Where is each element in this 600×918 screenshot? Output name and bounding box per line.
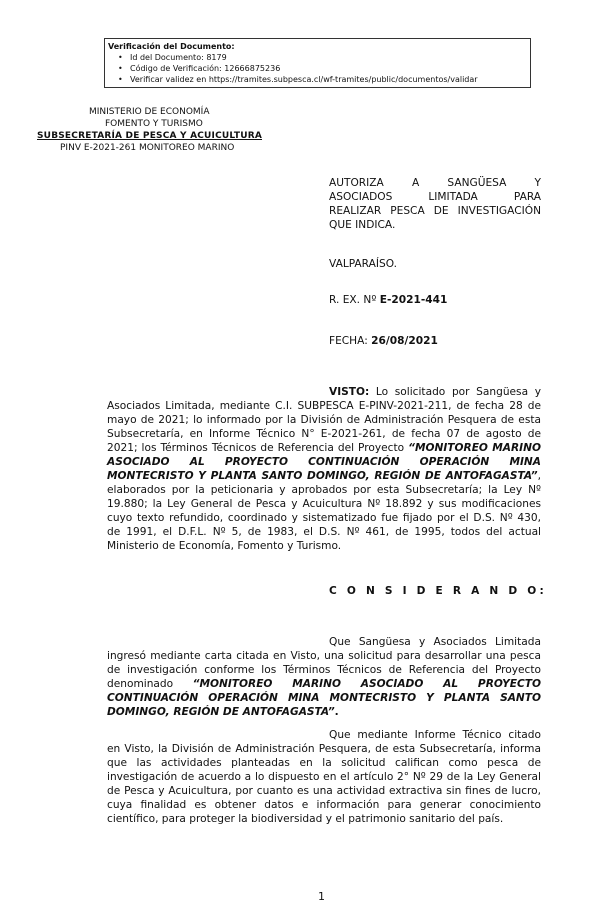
title-line: ASOCIADOS LIMITADA PARA	[329, 191, 541, 203]
verification-code: • Código de Verificación: 12666875236	[130, 63, 527, 74]
considerando-paragraph-1	[107, 635, 541, 719]
visto-text-a: Lo solicitado por Sangüesa y Asociados Limitada, mediante C.I. SUBPESCA E-PINV-2021-211, de fecha 28 de mayo de 2021; lo informado por la División de Administración Pesquera de esta Subsecretaría, en Informe Técnico N° E-2021-261, de fecha 07 de agosto de 2021; los Términos Técnicos de Referencia del Proyecto	[107, 386, 541, 454]
rex-label: R. EX. Nº	[329, 294, 377, 306]
pinv-reference: PINV E-2021-261 MONITOREO MARINO	[60, 143, 235, 153]
visto-label: VISTO:	[329, 386, 370, 398]
resolution-number	[329, 293, 447, 307]
title-line: REALIZAR PESCA DE INVESTIGACIÓN	[329, 205, 541, 217]
p1-project-name: “MONITOREO MARINO ASOCIADO AL PROYECTO CONTINUACIÓN OPERACIÓN MINA MONTECRISTO Y PLANTA SANTO DOMINGO, REGIÓN DE ANTOFAGASTA”	[107, 678, 542, 718]
verification-title: Verificación del Documento:	[108, 42, 235, 51]
city: VALPARAÍSO.	[329, 258, 397, 270]
fecha-label: FECHA:	[329, 335, 368, 347]
p1-end: .	[334, 706, 339, 718]
resolution-date	[329, 334, 438, 348]
verification-box	[104, 38, 531, 88]
visto-text-b: , elaborados por la peticionaria y aprobados por esta Subsecretaría; la Ley Nº 19.880; la Ley General de Pesca y Acuicultura Nº 18.892 y sus modificaciones cuyo texto refundido, coordinado y sistematizado fue fijado por el D.S. Nº 430, de 1991, el D.F.L. Nº 5, de 1983, el D.S. Nº 461, de 1995, todos del actual Ministerio de Economía, Fomento y Turismo.	[107, 470, 541, 552]
subsecretaria-heading: SUBSECRETARÍA DE PESCA Y ACUICULTURA	[37, 131, 263, 141]
resolution-title	[329, 176, 541, 232]
visto-paragraph	[107, 385, 541, 553]
visto-project-name: “MONITOREO MARINO ASOCIADO AL PROYECTO CONTINUACIÓN OPERACIÓN MINA MONTECRISTO Y PLANTA SANTO DOMINGO, REGIÓN DE ANTOFAGASTA”	[107, 442, 541, 482]
considerando-paragraph-2	[107, 728, 541, 826]
verification-list	[108, 52, 527, 85]
ministry-line-1: MINISTERIO DE ECONOMÍA	[89, 107, 210, 117]
page-number: 1	[318, 890, 325, 903]
title-line: QUE INDICA.	[329, 219, 396, 231]
ministry-line-2: FOMENTO Y TURISMO	[105, 119, 203, 129]
verification-url: • Verificar validez en https://tramites.subpesca.cl/wf-tramites/public/documentos/validar	[130, 74, 527, 85]
fecha-value: 26/08/2021	[371, 335, 438, 347]
considerando-heading: C O N S I D E R A N D O:	[329, 585, 547, 597]
rex-number: E-2021-441	[379, 294, 448, 306]
title-line: AUTORIZA A SANGÜESA Y	[329, 177, 541, 189]
p1-text: Que Sangüesa y Asociados Limitada ingresó mediante carta citada en Visto, una solicitud para desarrollar una pesca de investigación conforme los Términos Técnicos de Referencia del Proyecto denominado	[107, 636, 541, 690]
verification-id: • Id del Documento: 8179	[130, 52, 527, 63]
p2-text: Que mediante Informe Técnico citado en Visto, la División de Administración Pesquera, de esta Subsecretaría, informa que las actividades planteadas en la solicitud califican como pesca de investigación de acuerdo a lo dispuesto en el artículo 2° Nº 29 de la Ley General de Pesca y Acuicultura, por cuanto es una actividad extractiva sin fines de lucro, cuya finalidad es obtener datos e información para generar conocimiento científico, para proteger la biodiversidad y el patrimonio sanitario del país.	[107, 729, 541, 825]
